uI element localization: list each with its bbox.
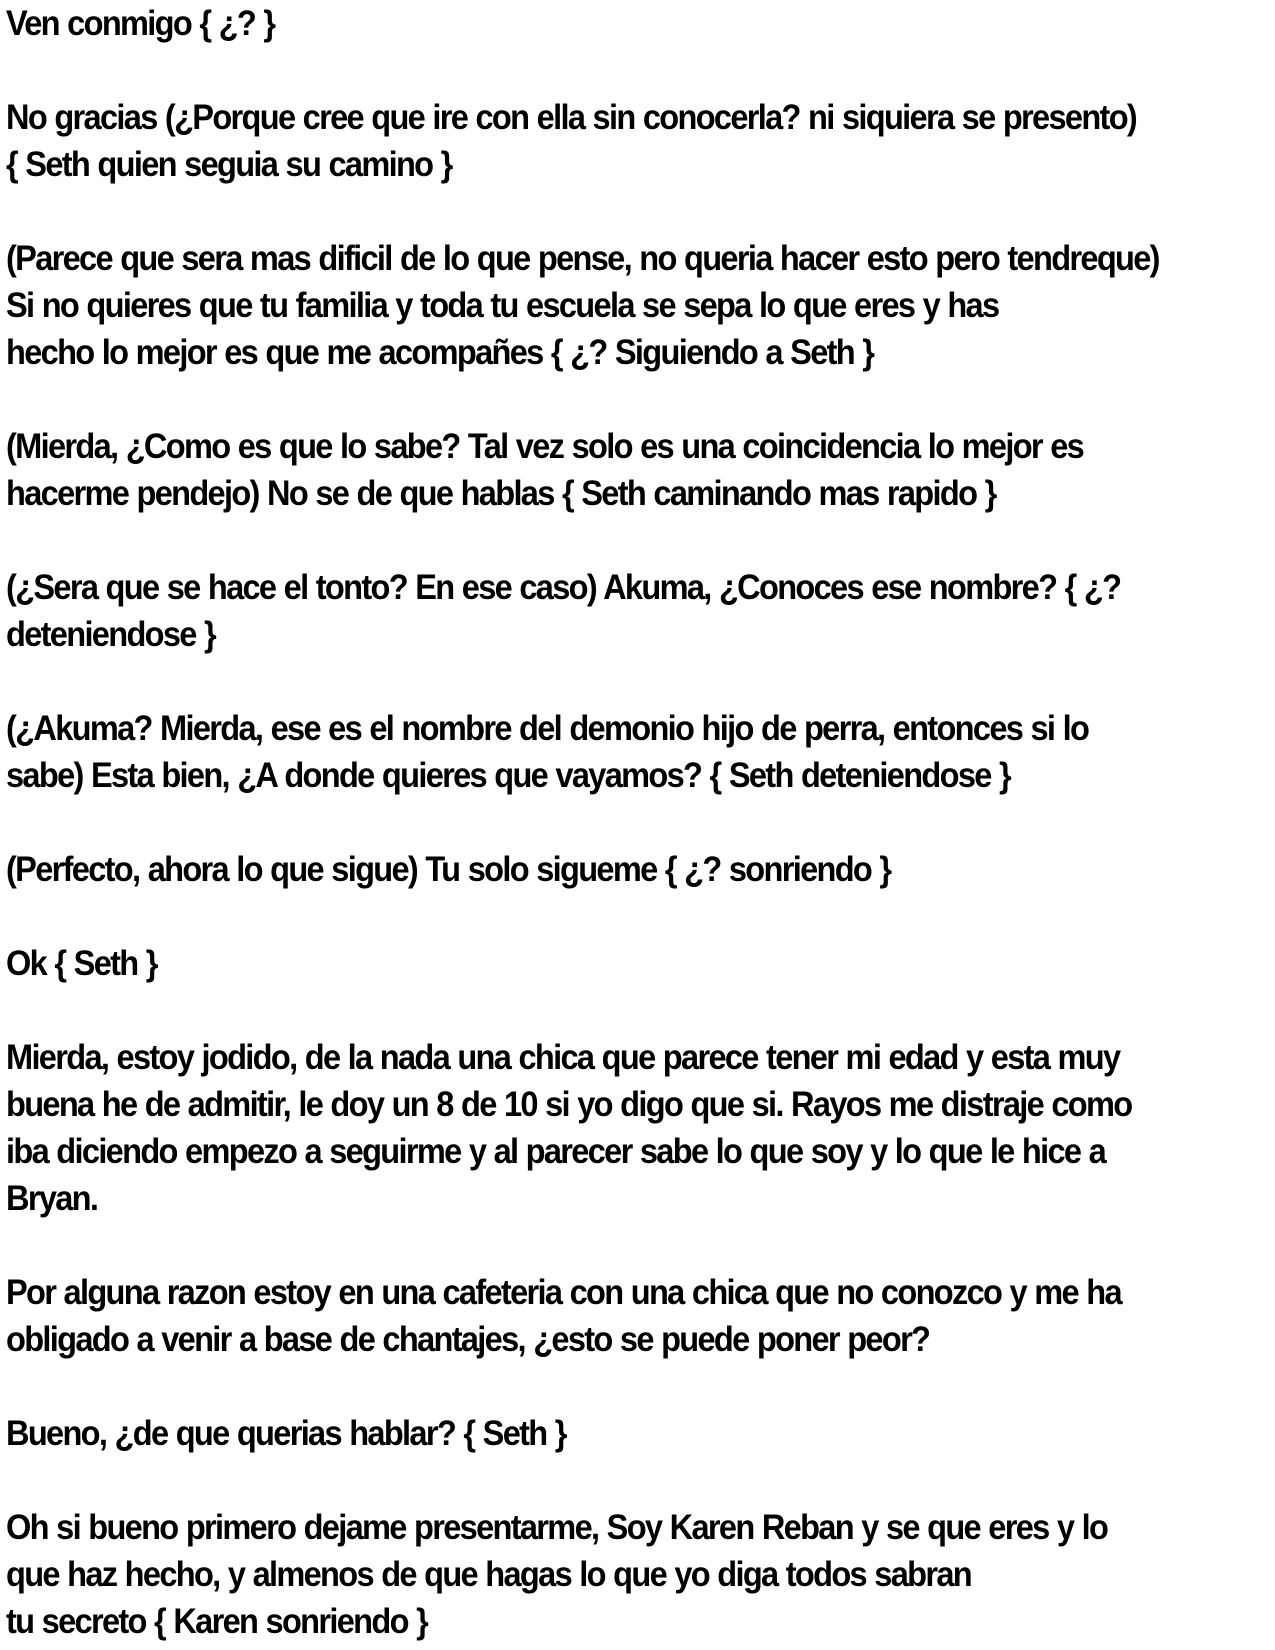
paragraph-11: Bueno, ¿de que querias hablar? { Seth } — [6, 1414, 566, 1453]
paragraph-gap — [6, 893, 1268, 940]
paragraph-gap — [6, 1363, 1268, 1410]
paragraph-1: Ven conmigo { ¿? } — [6, 4, 275, 43]
paragraph-gap — [6, 799, 1268, 846]
paragraph-6: (¿Akuma? Mierda, ese es el nombre del demonio hijo de perra, entonces si lo sabe) Esta bien, ¿A donde quieres que vayamos? { Seth deteniendose } — [6, 709, 1089, 795]
paragraph-12: Oh si bueno primero dejame presentarme, Soy Karen Reban y se que eres y lo que haz hecho, y almenos de que hagas lo que yo diga todos sabran tu secreto { Karen sonriendo } — [6, 1508, 1108, 1641]
paragraph-5: (¿Sera que se hace el tonto? En ese caso) Akuma, ¿Conoces ese nombre? { ¿? deteniendose } — [6, 568, 1121, 654]
paragraph-gap — [6, 517, 1268, 564]
paragraph-2: No gracias (¿Porque cree que ire con ella sin conocerla? ni siquiera se presento) { Seth quien seguia su camino } — [6, 98, 1137, 184]
paragraph-10: Por alguna razon estoy en una cafeteria con una chica que no conozco y me ha obligado a venir a base de chantajes, ¿esto se puede poner peor? — [6, 1273, 1121, 1359]
paragraph-gap — [6, 987, 1268, 1034]
paragraph-3: (Parece que sera mas dificil de lo que pense, no queria hacer esto pero tendreque) Si no quieres que tu familia y toda tu escuela se sepa lo que eres y has hecho lo mejor es que me acompañes { ¿? Siguiendo a Seth } — [6, 239, 1159, 372]
paragraph-9: Mierda, estoy jodido, de la nada una chica que parece tener mi edad y esta muy buena he de admitir, le doy un 8 de 10 si yo digo que si. Rayos me distraje como iba diciendo empezo a seguirme y al parecer sabe lo que soy y lo que le hice a Bryan. — [6, 1038, 1132, 1218]
paragraph-7: (Perfecto, ahora lo que sigue) Tu solo sigueme { ¿? sonriendo } — [6, 850, 891, 889]
document-page — [6, 0, 1268, 1650]
paragraph-4: (Mierda, ¿Como es que lo sabe? Tal vez solo es una coincidencia lo mejor es hacerme pendejo) No se de que hablas { Seth caminando mas rapido } — [6, 427, 1084, 513]
paragraph-gap — [6, 658, 1268, 705]
paragraph-gap — [6, 1457, 1268, 1504]
paragraph-8: Ok { Seth } — [6, 944, 157, 983]
paragraph-gap — [6, 188, 1268, 235]
paragraph-gap — [6, 1222, 1268, 1269]
paragraph-gap — [6, 47, 1268, 94]
paragraph-gap — [6, 376, 1268, 423]
